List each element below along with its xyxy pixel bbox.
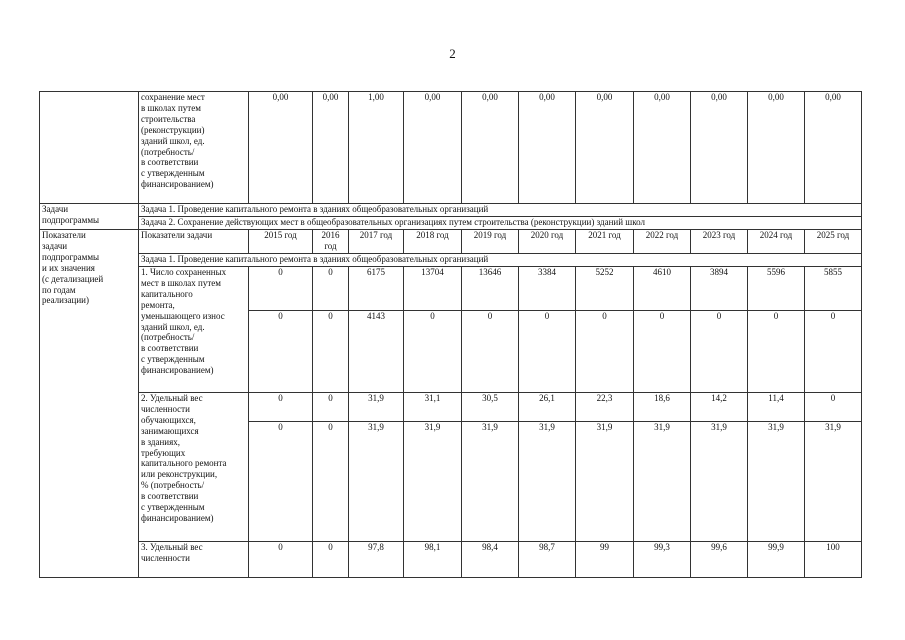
indicator-3-label: 3. Удельный вес численности <box>139 542 249 578</box>
value-cell: 14,2 <box>691 393 748 422</box>
value-cell: 31,9 <box>349 422 404 542</box>
value-cell: 3384 <box>519 267 576 311</box>
value-cell: 98,1 <box>404 542 462 578</box>
value-cell: 98,7 <box>519 542 576 578</box>
value-cell: 31,9 <box>576 422 634 542</box>
task-row <box>40 217 862 230</box>
indicators-header: Показатели задачи <box>139 230 249 254</box>
indicators-label: Показатели задачи подпрограммы и их значения (с детализацией по годам реализации) <box>40 230 139 578</box>
value-cell: 97,8 <box>349 542 404 578</box>
value-cell: 31,9 <box>805 422 862 542</box>
value-cell: 0 <box>805 393 862 422</box>
value-cell: 0 <box>519 311 576 393</box>
value-cell: 0 <box>313 393 349 422</box>
value-cell: 31,1 <box>404 393 462 422</box>
empty-label-cell <box>40 92 139 204</box>
value-cell: 0,00 <box>634 92 691 204</box>
value-cell: 0 <box>249 422 313 542</box>
value-cell: 0,00 <box>462 92 519 204</box>
value-cell: 30,5 <box>462 393 519 422</box>
year-header: 2023 год <box>691 230 748 254</box>
top-row <box>40 92 862 204</box>
year-header: 2024 год <box>748 230 805 254</box>
value-cell: 100 <box>805 542 862 578</box>
value-cell: 31,9 <box>634 422 691 542</box>
value-cell: 0 <box>249 542 313 578</box>
value-cell: 31,9 <box>519 422 576 542</box>
year-header: 2021 год <box>576 230 634 254</box>
value-cell: 0,00 <box>313 92 349 204</box>
task-1-text: Задача 1. Проведение капитального ремонта в зданиях общеобразовательных организаций <box>139 204 862 217</box>
value-cell: 13646 <box>462 267 519 311</box>
value-cell: 0 <box>805 311 862 393</box>
year-header: 2022 год <box>634 230 691 254</box>
indicator-label: сохранение мест в школах путем строительства (реконструкции) зданий школ, ед. (потребность/ в соответствии с утвержденным финансированием) <box>139 92 249 204</box>
value-cell: 0 <box>249 393 313 422</box>
task-heading-row <box>40 254 862 267</box>
program-table <box>39 91 862 578</box>
year-header: 2018 год <box>404 230 462 254</box>
value-cell: 0 <box>404 311 462 393</box>
value-cell: 98,4 <box>462 542 519 578</box>
value-cell: 5855 <box>805 267 862 311</box>
value-cell: 0,00 <box>691 92 748 204</box>
indicator-2-need-row <box>40 393 862 422</box>
value-cell: 4610 <box>634 267 691 311</box>
value-cell: 3894 <box>691 267 748 311</box>
value-cell: 0,00 <box>805 92 862 204</box>
value-cell: 11,4 <box>748 393 805 422</box>
task-1-heading: Задача 1. Проведение капитального ремонта в зданиях общеобразовательных организаций <box>139 254 862 267</box>
tasks-label: Задачи подпрограммы <box>40 204 139 230</box>
value-cell: 6175 <box>349 267 404 311</box>
value-cell: 1,00 <box>349 92 404 204</box>
task-row <box>40 204 862 217</box>
value-cell: 99,6 <box>691 542 748 578</box>
value-cell: 0 <box>313 422 349 542</box>
value-cell: 0 <box>576 311 634 393</box>
value-cell: 0,00 <box>404 92 462 204</box>
value-cell: 0,00 <box>519 92 576 204</box>
value-cell: 31,9 <box>462 422 519 542</box>
indicator-3-row <box>40 542 862 578</box>
year-header: 2015 год <box>249 230 313 254</box>
indicator-1-label: 1. Число сохраненных мест в школах путем капитального ремонта, уменьшающего износ зданий школ, ед. (потребность/ в соответствии с утвержденным финансированием) <box>139 267 249 393</box>
year-header: 2020 год <box>519 230 576 254</box>
year-header: 2017 год <box>349 230 404 254</box>
value-cell: 0 <box>748 311 805 393</box>
year-header: 2019 год <box>462 230 519 254</box>
value-cell: 0 <box>691 311 748 393</box>
value-cell: 31,9 <box>748 422 805 542</box>
task-2-text: Задача 2. Сохранение действующих мест в общеобразовательных организациях путем строительства (реконструкции) зданий школ <box>139 217 862 230</box>
value-cell: 5252 <box>576 267 634 311</box>
page-number: 2 <box>449 46 456 61</box>
value-cell: 99,3 <box>634 542 691 578</box>
value-cell: 0 <box>634 311 691 393</box>
value-cell: 99,9 <box>748 542 805 578</box>
value-cell: 31,9 <box>349 393 404 422</box>
value-cell: 0,00 <box>249 92 313 204</box>
year-header: 2025 год <box>805 230 862 254</box>
value-cell: 0,00 <box>748 92 805 204</box>
indicator-2-label: 2. Удельный вес численности обучающихся, занимающихся в зданиях, требующих капитального ремонта или реконструкции, % (потребность/ в соответствии с утвержденным финансированием) <box>139 393 249 542</box>
value-cell: 0 <box>313 311 349 393</box>
value-cell: 0 <box>313 267 349 311</box>
value-cell: 4143 <box>349 311 404 393</box>
value-cell: 5596 <box>748 267 805 311</box>
indicators-header-row <box>40 230 862 254</box>
indicator-1-need-row <box>40 267 862 311</box>
value-cell: 13704 <box>404 267 462 311</box>
value-cell: 0 <box>313 542 349 578</box>
value-cell: 99 <box>576 542 634 578</box>
value-cell: 26,1 <box>519 393 576 422</box>
value-cell: 0 <box>462 311 519 393</box>
value-cell: 22,3 <box>576 393 634 422</box>
year-header: 2016 год <box>313 230 349 254</box>
value-cell: 18,6 <box>634 393 691 422</box>
value-cell: 0 <box>249 311 313 393</box>
value-cell: 31,9 <box>404 422 462 542</box>
value-cell: 0 <box>249 267 313 311</box>
value-cell: 0,00 <box>576 92 634 204</box>
value-cell: 31,9 <box>691 422 748 542</box>
